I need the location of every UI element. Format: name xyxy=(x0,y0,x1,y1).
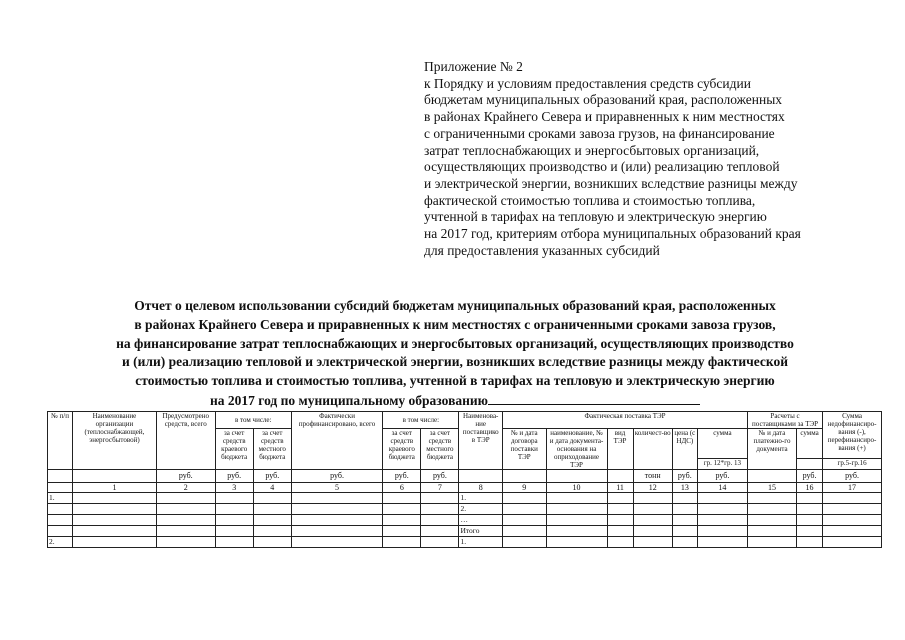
appendix-line: фактической стоимостью топлива и стоимостью топлива, xyxy=(424,192,756,208)
total-label: Итого xyxy=(459,526,503,537)
col-num-cell: 9 xyxy=(503,483,547,493)
municipality-blank-field[interactable] xyxy=(488,391,700,405)
table-cell xyxy=(48,526,73,537)
col-num-cell: 10 xyxy=(546,483,607,493)
unit-cell: руб. xyxy=(215,470,253,483)
table-cell xyxy=(546,504,607,515)
title-line: в районах Крайнего Севера и приравненных к ним местностях с ограниченными сроками завоза грузов, xyxy=(134,316,776,332)
table-cell xyxy=(633,526,672,537)
unit-cell: руб. xyxy=(383,470,421,483)
table-cell xyxy=(253,515,291,526)
table-cell xyxy=(796,526,822,537)
table-cell xyxy=(253,537,291,548)
table-cell xyxy=(672,537,697,548)
table-cell xyxy=(215,493,253,504)
table-row xyxy=(48,526,882,537)
header-settlements: Расчеты с поставщиками за ТЭР xyxy=(747,412,822,429)
table-cell xyxy=(253,504,291,515)
unit-cell xyxy=(747,470,796,483)
appendix-line: и электрической энергии, возникших вследствие разницы между xyxy=(424,175,798,191)
unit-cell: руб. xyxy=(253,470,291,483)
table-cell xyxy=(697,493,747,504)
header-contract: № и дата договора поставки ТЭР xyxy=(503,429,547,470)
table-cell xyxy=(48,515,73,526)
title-line: и (или) реализацию тепловой и электрической энергии, возникших вследствие разницы между фактической xyxy=(121,354,789,370)
table-cell xyxy=(747,515,796,526)
unit-cell xyxy=(48,470,73,483)
title-last-line-text: на 2017 год по муниципальному образованию xyxy=(210,392,488,408)
header-local-2: за счет средств местного бюджета xyxy=(421,429,459,470)
table-cell xyxy=(503,515,547,526)
table-cell xyxy=(672,493,697,504)
table-cell xyxy=(156,515,215,526)
table-cell xyxy=(383,526,421,537)
header-org-name: Наименование организации (теплоснабжающей, энергосбытовой) xyxy=(73,412,157,470)
column-numbers-row xyxy=(48,483,882,493)
table-cell xyxy=(73,515,157,526)
col-num-cell: 5 xyxy=(291,483,382,493)
table-cell xyxy=(156,526,215,537)
table-cell xyxy=(215,504,253,515)
unit-cell xyxy=(73,470,157,483)
header-regional-2: за счет средств краевого бюджета xyxy=(383,429,421,470)
col-num-cell: 16 xyxy=(796,483,822,493)
header-planned: Предусмотрено средств, всего xyxy=(156,412,215,470)
appendix-line: для предоставления указанных субсидий xyxy=(424,242,660,258)
table-cell xyxy=(156,493,215,504)
header-fuel-type: вид ТЭР xyxy=(607,429,633,470)
table-cell xyxy=(291,515,382,526)
table-cell xyxy=(747,537,796,548)
table-cell xyxy=(823,493,882,504)
table-cell xyxy=(291,526,382,537)
table-cell xyxy=(823,504,882,515)
table-cell xyxy=(215,537,253,548)
table-row xyxy=(48,537,882,548)
table-cell xyxy=(697,537,747,548)
header-price: цена (с НДС) xyxy=(672,429,697,470)
unit-cell: руб. xyxy=(823,470,882,483)
table-row xyxy=(48,515,882,526)
header-local-1: за счет средств местного бюджета xyxy=(253,429,291,470)
table-cell xyxy=(73,504,157,515)
header-payment-doc: № и дата платежно-го документа xyxy=(747,429,796,470)
col-num-cell: 8 xyxy=(459,483,503,493)
table-cell xyxy=(503,493,547,504)
table-cell xyxy=(503,526,547,537)
table-cell xyxy=(421,493,459,504)
unit-cell xyxy=(503,470,547,483)
table-cell xyxy=(421,526,459,537)
table-cell xyxy=(503,504,547,515)
table-cell xyxy=(747,493,796,504)
appendix-line: бюджетам муниципальных образований края, расположенных xyxy=(424,92,783,108)
table-cell xyxy=(291,493,382,504)
col-num-cell: 15 xyxy=(747,483,796,493)
table-cell xyxy=(421,537,459,548)
table-cell xyxy=(156,537,215,548)
col-num-cell: 7 xyxy=(421,483,459,493)
table-cell xyxy=(421,515,459,526)
row-number: 2. xyxy=(48,537,73,548)
unit-cell: руб. xyxy=(697,470,747,483)
col-num-cell: 4 xyxy=(253,483,291,493)
table-cell xyxy=(607,515,633,526)
col-num-cell: 12 xyxy=(633,483,672,493)
table-cell xyxy=(546,515,607,526)
supplier-number: 1. xyxy=(459,537,503,548)
table-cell xyxy=(607,537,633,548)
unit-cell xyxy=(459,470,503,483)
table-cell xyxy=(747,526,796,537)
col-num-cell: 14 xyxy=(697,483,747,493)
table-cell xyxy=(73,526,157,537)
table-row xyxy=(48,504,882,515)
header-diff: Сумма недофинансиро-вания (-), перефинансиро-вания (+) xyxy=(823,412,882,459)
supplier-number: 2. xyxy=(459,504,503,515)
table-cell xyxy=(672,515,697,526)
table-cell xyxy=(215,515,253,526)
header-diff-formula: гр.5-гр.16 xyxy=(823,458,882,469)
header-quantity: количест-во xyxy=(633,429,672,470)
header-fuel-name: Наименова-ние поставщико в ТЭР xyxy=(459,412,503,470)
table-cell xyxy=(823,515,882,526)
table-cell xyxy=(633,504,672,515)
title-line: на финансирование затрат теплоснабжающих и энергосбытовых организаций, осуществляющих производство xyxy=(116,335,794,351)
table-cell xyxy=(607,526,633,537)
report-table xyxy=(47,411,882,548)
table-cell xyxy=(796,493,822,504)
table-cell xyxy=(633,537,672,548)
col-num-cell: 6 xyxy=(383,483,421,493)
table-cell xyxy=(546,526,607,537)
header-including-2: в том числе: xyxy=(383,412,459,429)
table-cell xyxy=(421,504,459,515)
units-row xyxy=(48,470,882,483)
table-cell xyxy=(48,504,73,515)
col-num-cell: 2 xyxy=(156,483,215,493)
appendix-line: учтенной в тарифах на тепловую и электрическую энергию xyxy=(424,209,767,225)
header-pay-sum: сумма xyxy=(796,429,822,459)
table-cell xyxy=(156,504,215,515)
col-num-cell: 11 xyxy=(607,483,633,493)
header-pay-sum-blank xyxy=(796,458,822,469)
col-num-cell: 1 xyxy=(73,483,157,493)
table-cell xyxy=(383,537,421,548)
header-actual-supply: Фактическая поставка ТЭР xyxy=(503,412,748,429)
appendix-header xyxy=(424,59,894,259)
header-document: наименование, № и дата документа-основания на оприходование ТЭР xyxy=(546,429,607,470)
unit-cell xyxy=(607,470,633,483)
table-cell xyxy=(672,526,697,537)
table-cell xyxy=(503,537,547,548)
report-title xyxy=(40,297,870,411)
table-cell xyxy=(633,515,672,526)
table-cell xyxy=(253,493,291,504)
table-row xyxy=(48,493,882,504)
table-cell xyxy=(697,504,747,515)
table-cell xyxy=(73,493,157,504)
unit-cell xyxy=(546,470,607,483)
appendix-line: на 2017 год, критериям отбора муниципальных образований края xyxy=(424,226,801,242)
col-num-cell: 3 xyxy=(215,483,253,493)
row-number: 1. xyxy=(48,493,73,504)
table-cell xyxy=(697,526,747,537)
supplier-ellipsis: … xyxy=(459,515,503,526)
table-cell xyxy=(383,504,421,515)
header-regional-1: за счет средств краевого бюджета xyxy=(215,429,253,470)
appendix-line: с ограниченными сроками завоза грузов, на финансирование xyxy=(424,125,775,141)
unit-cell: руб. xyxy=(796,470,822,483)
table-cell xyxy=(747,504,796,515)
title-line: стоимостью топлива и стоимостью топлива, учтенной в тарифах на тепловую и электрическую энергию xyxy=(135,373,775,389)
appendix-line: осуществляющих производство и (или) реализацию тепловой xyxy=(424,159,780,175)
header-num: № п/п xyxy=(48,412,73,470)
appendix-line: Приложение № 2 xyxy=(424,59,523,74)
table-cell xyxy=(823,537,882,548)
table-cell xyxy=(73,537,157,548)
col-num-cell: 17 xyxy=(823,483,882,493)
header-sum-formula: гр. 12*гр. 13 xyxy=(697,458,747,469)
table-cell xyxy=(697,515,747,526)
table-cell xyxy=(823,526,882,537)
table-cell xyxy=(253,526,291,537)
header-financed: Фактически профинансировано, всего xyxy=(291,412,382,470)
unit-cell: руб. xyxy=(672,470,697,483)
unit-cell: тонн xyxy=(633,470,672,483)
header-row-1 xyxy=(48,412,882,429)
appendix-line: в районах Крайнего Севера и приравненных к ним местностях xyxy=(424,109,785,125)
header-sum: сумма xyxy=(697,429,747,459)
table-cell xyxy=(291,537,382,548)
appendix-line: затрат теплоснабжающих и энергосбытовых организаций, xyxy=(424,142,760,158)
table-cell xyxy=(546,493,607,504)
unit-cell: руб. xyxy=(291,470,382,483)
title-last-line xyxy=(40,391,870,411)
table-cell xyxy=(546,537,607,548)
table-cell xyxy=(291,504,382,515)
title-line: Отчет о целевом использовании субсидий бюджетам муниципальных образований края, расположенных xyxy=(134,298,776,313)
table-cell xyxy=(796,515,822,526)
table-cell xyxy=(796,504,822,515)
supplier-number: 1. xyxy=(459,493,503,504)
table-cell xyxy=(607,493,633,504)
table-cell xyxy=(796,537,822,548)
table-cell xyxy=(672,504,697,515)
table-cell xyxy=(633,493,672,504)
col-num-cell xyxy=(48,483,73,493)
table-cell xyxy=(383,515,421,526)
unit-cell: руб. xyxy=(421,470,459,483)
table-cell xyxy=(215,526,253,537)
unit-cell: руб. xyxy=(156,470,215,483)
col-num-cell: 13 xyxy=(672,483,697,493)
table-cell xyxy=(383,493,421,504)
table-cell xyxy=(607,504,633,515)
header-including-1: в том числе: xyxy=(215,412,291,429)
appendix-line: к Порядку и условиям предоставления средств субсидии xyxy=(424,75,751,91)
